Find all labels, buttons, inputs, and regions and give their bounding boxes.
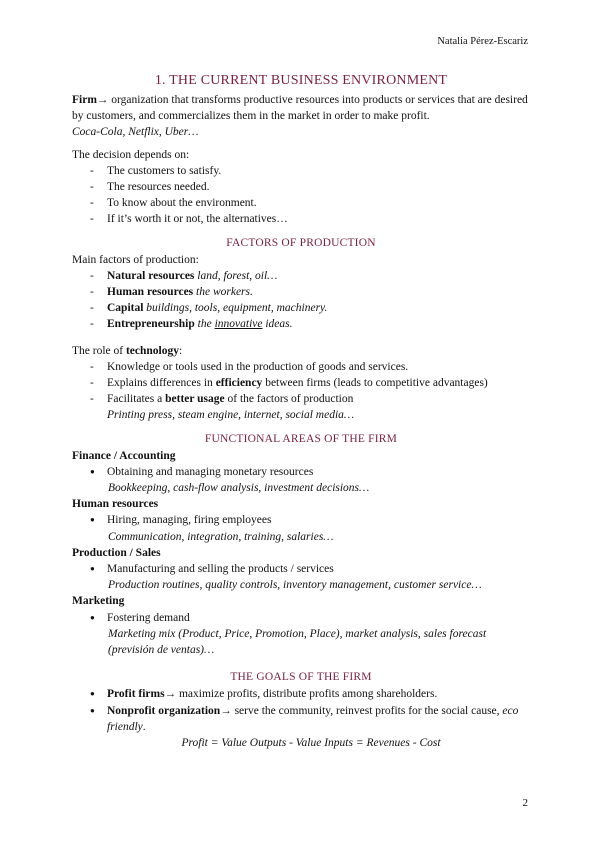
factors-intro: Main factors of production: xyxy=(72,253,199,266)
list-item: ● Hiring, managing, firing employees xyxy=(90,512,530,528)
firm-definition-text: organization that transforms productive resources into products or services that are desired by customers, and commercializes them in the market in order to make profit. xyxy=(72,94,528,123)
list-item xyxy=(90,686,530,702)
list-item: ● Obtaining and managing monetary resources xyxy=(90,464,530,480)
list-item: - The customers to satisfy. xyxy=(90,163,530,179)
technology-examples: Printing press, steam engine, internet, social media… xyxy=(107,409,355,422)
goals-list xyxy=(72,686,530,735)
area-name: Production / Sales xyxy=(72,546,161,559)
factor-term: Natural resources xyxy=(107,269,195,282)
page-content xyxy=(72,72,530,751)
list-item: ● Manufacturing and selling the products / services xyxy=(90,561,530,577)
technology-intro-text: The role of xyxy=(72,344,126,357)
goal-arrow: → xyxy=(164,688,177,701)
list-item: ● Fostering demand xyxy=(90,610,530,626)
factor-desc: land, forest, oil… xyxy=(194,269,278,282)
area-name: Finance / Accounting xyxy=(72,449,176,462)
list-item: - If it’s worth it or not, the alternatives… xyxy=(90,211,530,227)
firm-term: Firm xyxy=(72,94,97,106)
page-number: 2 xyxy=(522,797,528,809)
factor-desc: buildings, tools, equipment, machinery. xyxy=(143,302,328,315)
list-item xyxy=(90,300,530,316)
list-item xyxy=(90,375,530,391)
profit-formula: Profit = Value Outputs - Value Inputs = Revenues - Cost xyxy=(181,736,441,749)
factor-desc-underlined: innovative xyxy=(214,318,263,331)
technology-term: technology xyxy=(125,344,179,357)
factor-desc: the xyxy=(194,318,215,331)
factors-list xyxy=(72,268,530,333)
item-text: Explains differences in xyxy=(107,377,216,390)
technology-list xyxy=(72,359,530,408)
decision-list xyxy=(72,163,530,228)
goal-text: maximize profits, distribute profits among shareholders. xyxy=(176,688,438,701)
list-item xyxy=(90,268,530,284)
goal-term: Nonprofit organization xyxy=(107,704,221,717)
factor-term: Capital xyxy=(107,302,144,315)
area-examples: Bookkeeping, cash-flow analysis, investment decisions… xyxy=(108,482,370,495)
factor-term: Entrepreneurship xyxy=(107,318,195,331)
area-list xyxy=(72,464,530,480)
list-item xyxy=(90,703,530,735)
item-bold: efficiency xyxy=(215,377,263,390)
technology-intro xyxy=(72,343,530,359)
item-text: Facilitates a xyxy=(107,393,166,406)
firm-definition xyxy=(72,92,530,124)
area-name: Human resources xyxy=(72,498,159,511)
technology-intro-colon: : xyxy=(179,344,183,357)
list-item xyxy=(90,284,530,300)
section-heading-functional: FUNCTIONAL AREAS OF THE FIRM xyxy=(204,432,398,445)
area-examples: Marketing mix (Product, Price, Promotion, Place), market analysis, sales forecast (previsión de ventas)… xyxy=(108,627,487,657)
factor-desc: ideas. xyxy=(262,318,293,331)
goal-arrow: → xyxy=(220,704,232,717)
area-examples: Communication, integration, training, salaries… xyxy=(108,530,334,543)
item-text: between firms (leads to competitive advantages) xyxy=(262,377,488,390)
goal-term: Profit firms xyxy=(107,688,165,701)
area-name: Marketing xyxy=(72,595,125,608)
firm-examples: Coca-Cola, Netflix, Uber… xyxy=(72,126,199,139)
factor-desc: the workers. xyxy=(193,286,253,299)
list-item: - Knowledge or tools used in the production of goods and services. xyxy=(90,359,530,375)
section-heading-factors: FACTORS OF PRODUCTION xyxy=(226,236,376,249)
section-heading-goals: THE GOALS OF THE FIRM xyxy=(230,671,372,684)
area-examples: Production routines, quality controls, inventory management, customer service… xyxy=(108,579,482,592)
list-item xyxy=(90,316,530,332)
area-list xyxy=(72,561,530,577)
decision-intro: The decision depends on: xyxy=(72,148,190,161)
header-author: Natalia Pérez-Escariz xyxy=(437,36,528,47)
list-item xyxy=(90,391,530,407)
factor-term: Human resources xyxy=(107,286,194,299)
goal-text-end: . xyxy=(142,720,146,733)
firm-arrow: → xyxy=(96,94,109,106)
area-list xyxy=(72,610,530,626)
list-item: - The resources needed. xyxy=(90,179,530,195)
goal-text: serve the community, reinvest profits for the social cause, xyxy=(231,704,503,717)
list-item: - To know about the environment. xyxy=(90,195,530,211)
item-bold: better usage xyxy=(165,393,225,406)
page-title: 1. THE CURRENT BUSINESS ENVIRONMENT xyxy=(154,73,448,88)
item-text: of the factors of production xyxy=(224,393,354,406)
area-list xyxy=(72,512,530,528)
goal-text-italic: eco friendly xyxy=(107,704,519,733)
